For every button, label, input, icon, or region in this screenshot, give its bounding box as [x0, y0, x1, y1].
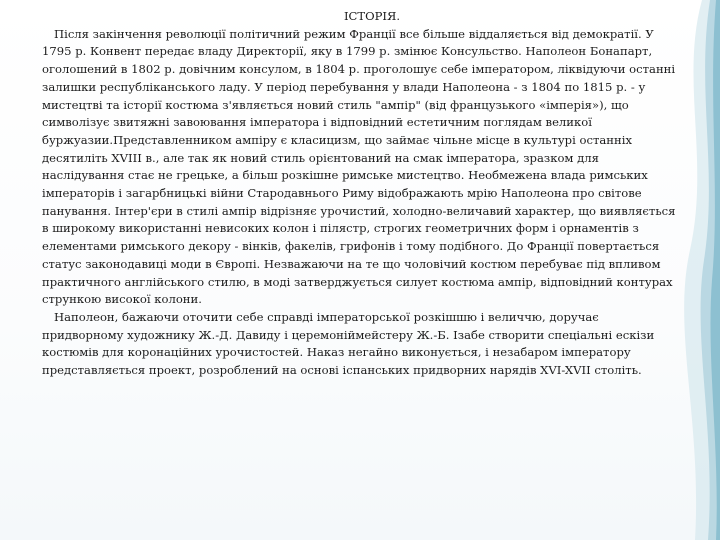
- document-title: ІСТОРІЯ.: [343, 9, 401, 23]
- document-body: [42, 8, 682, 380]
- paragraph-2: Наполеон, бажаючи оточити себе справді імператорської розкішшю і величчю, доручає придворному художнику Ж.-Д. Давиду і церемоніймейстеру Ж.-Б. Ізабе створити спеціальні ескізи костюмів для коронаційних урочистостей. Наказ негайно виконується, і незабаром імператору представляється проект, розроблений на основі іспанських придворних нарядів XVI-XVII століть.: [42, 309, 655, 378]
- paragraph-1: Після закінчення революції політичний режим Франції все більше віддаляється від демократії. У 1795 р. Конвент передає владу Директорії, яку в 1799 р. змінює Консульство. Наполеон Бонапарт, оголошений в 1802 р. довічним консулом, в 1804 р. проголошує себе імператором, ліквідуючи останні залишки республіканського ладу. У період перебування у влади Наполеона - з 1804 по 1815 р. - у мистецтві та історії костюма з'являється новий стиль "ампір" (від французького «імперія»), що символізує звитяжні завоювання імператора і відповідний естетичним поглядам великої буржуазии.Представленником ампіру є класицизм, що займає чільне місце в культурі останніх десятиліть XVIII в., але так як новий стиль орієнтований на смак імператора, зразком для наслідування стає не грецьке, а більш розкішне римське мистецтво. Необмежена влада римських імператорів і загарбницькі війни Стародавнього Риму відображають мрію Наполеона про світове панування. Інтер'єри в стилі ампір відрізняє урочистий, холодно-величавий характер, що виявляється в широкому використанні невисоких колон і пілястр, строгих геометричних форм і орнаментів з елементами римського декору - вінків, факелів, грифонів і тому подібного. До Франції повертається статус законодавиці моди в Європі. Незважаючи на те що чоловічий костюм перебуває під впливом практичного англійського стилю, в моді затверджується силует костюма ампір, відповідний контурах стрункою високої колони.: [42, 26, 676, 307]
